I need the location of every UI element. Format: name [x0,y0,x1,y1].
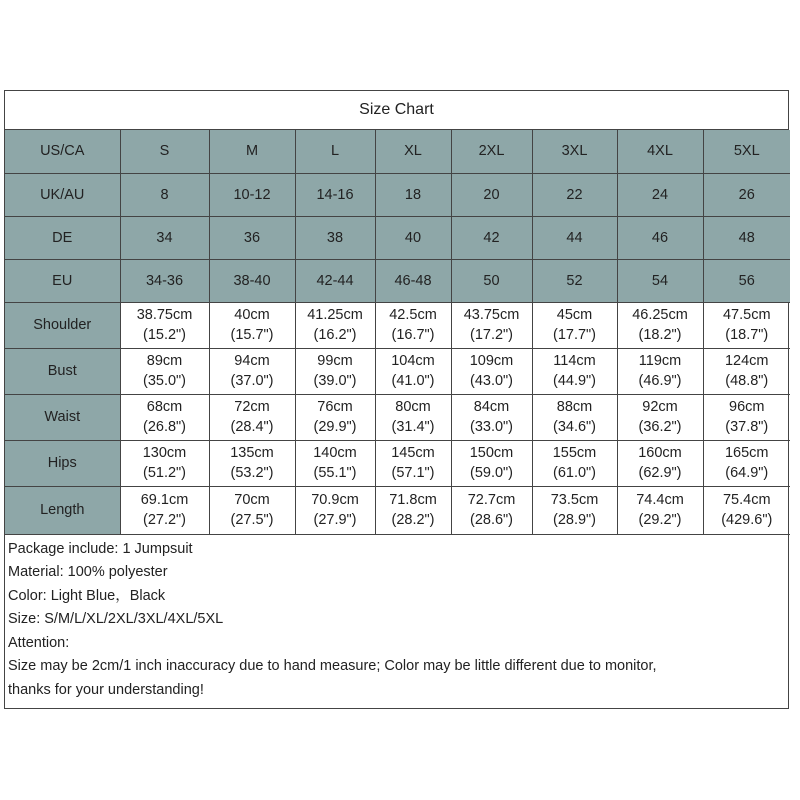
measure-row [5,302,790,348]
measure-cell [120,440,209,486]
measure-cell [120,348,209,394]
measure-cell [451,348,532,394]
size-table [5,130,790,535]
size-cell: 20 [451,173,532,216]
size-cell: 24 [617,173,703,216]
size-row [5,130,790,173]
size-cell: 42 [451,216,532,259]
cm-value: 72cm [234,399,270,415]
cm-value: 69.1cm [140,492,189,508]
cm-value: 40cm [234,307,270,323]
row-label: Bust [5,348,120,394]
inch-value: (17.7") [552,327,597,343]
size-cell: S [120,130,209,173]
measure-row [5,486,790,534]
inch-value: (37.0") [230,373,274,389]
measure-cell [295,348,375,394]
size-cell: M [209,130,295,173]
inch-value: (15.2") [142,327,187,343]
inch-value: (16.7") [391,327,435,343]
cm-value: 70.9cm [311,492,359,508]
inch-value: (53.2") [230,465,274,481]
inch-value: (28.2") [391,512,435,528]
cm-value: 99cm [317,353,353,369]
inch-value: (18.2") [638,327,682,343]
size-cell: 46-48 [375,259,451,302]
inch-value: (29.2") [638,512,682,528]
cm-value: 94cm [234,353,270,369]
size-cell: L [295,130,375,173]
inch-value: (37.8") [725,419,769,435]
row-label: US/CA [5,130,120,173]
measure-cell [703,348,790,394]
inch-value: (35.0") [142,373,187,389]
measure-cell [120,394,209,440]
cm-value: 165cm [724,445,769,461]
cm-value: 88cm [556,399,593,415]
inch-value: (41.0") [391,373,435,389]
cm-value: 47.5cm [722,307,771,323]
note-material: Material: 100% polyester [8,564,168,580]
inch-value: (26.8") [142,419,187,435]
measure-cell [120,302,209,348]
size-chart [4,90,789,709]
measure-cell [295,302,375,348]
inch-value: (44.9") [552,373,597,389]
size-cell: 50 [451,259,532,302]
cm-value: 71.8cm [389,492,437,508]
cm-value: 124cm [724,353,769,369]
note-color: Color: Light Blue，Black [8,587,166,604]
note-accuracy: Size may be 2cm/1 inch inaccuracy due to hand measure; Color may be little different due to monitor, [8,658,657,674]
inch-value: (51.2") [142,465,187,481]
row-label: Length [5,486,120,534]
measure-cell [295,440,375,486]
size-row [5,216,790,259]
note-thanks: thanks for your understanding! [8,681,204,698]
size-cell: 5XL [703,130,790,173]
size-cell: 4XL [617,130,703,173]
size-cell: 40 [375,216,451,259]
measure-cell [375,394,451,440]
row-label: DE [5,216,120,259]
measure-cell [703,394,790,440]
measure-cell [703,302,790,348]
cm-value: 80cm [395,399,431,415]
measure-cell [703,486,790,534]
measure-cell [617,348,703,394]
measure-cell [617,486,703,534]
measure-cell [532,440,617,486]
note-sizes: Size: S/M/L/XL/2XL/3XL/4XL/5XL [8,611,224,627]
size-cell: 34 [120,216,209,259]
size-cell: 44 [532,216,617,259]
cm-value: 109cm [469,353,514,369]
cm-value: 74.4cm [636,492,684,508]
size-cell: 36 [209,216,295,259]
measure-cell [617,302,703,348]
measure-cell [295,486,375,534]
measure-cell [532,394,617,440]
size-cell: 52 [532,259,617,302]
inch-value: (15.7") [230,327,274,343]
size-cell: 54 [617,259,703,302]
measure-cell [617,394,703,440]
row-label: Waist [5,394,120,440]
size-cell: 10-12 [209,173,295,216]
measure-cell [532,348,617,394]
measure-cell [532,486,617,534]
cm-value: 150cm [469,445,514,461]
inch-value: (62.9") [638,465,682,481]
cm-value: 92cm [642,399,678,415]
inch-value: (36.2") [638,419,682,435]
size-cell: 42-44 [295,259,375,302]
cm-value: 145cm [391,445,435,461]
size-cell: 2XL [451,130,532,173]
inch-value: (27.5") [230,512,274,528]
cm-value: 135cm [230,445,274,461]
cm-value: 70cm [234,492,270,508]
measure-cell [209,394,295,440]
inch-value: (39.0") [313,373,357,389]
cm-value: 73.5cm [550,492,599,508]
cm-value: 160cm [638,445,682,461]
cm-value: 89cm [146,353,183,369]
inch-value: (28.6") [469,512,514,528]
measure-cell [295,394,375,440]
measure-cell [532,302,617,348]
measure-row [5,440,790,486]
inch-value: (27.2") [142,512,187,528]
cm-value: 119cm [638,353,682,369]
size-cell: 26 [703,173,790,216]
inch-value: (18.7") [725,327,769,343]
cm-value: 72.7cm [467,492,516,508]
cm-value: 76cm [317,399,353,415]
size-cell: 38 [295,216,375,259]
product-notes [5,535,788,709]
size-cell: 18 [375,173,451,216]
inch-value: (46.9") [638,373,682,389]
measure-cell [375,486,451,534]
row-label: UK/AU [5,173,120,216]
cm-value: 155cm [552,445,597,461]
measure-cell [375,440,451,486]
measure-cell [703,440,790,486]
measure-cell [209,486,295,534]
measure-cell [209,348,295,394]
size-cell: 22 [532,173,617,216]
cm-value: 45cm [556,307,593,323]
cm-value: 96cm [729,399,765,415]
measure-cell [120,486,209,534]
inch-value: (28.4") [230,419,274,435]
inch-value: (31.4") [391,419,435,435]
inch-value: (27.9") [313,512,357,528]
measure-cell [451,394,532,440]
inch-value: (64.9") [725,465,769,481]
measure-cell [375,302,451,348]
cm-value: 130cm [142,445,187,461]
inch-value: (34.6") [552,419,597,435]
inch-value: (61.0") [552,465,597,481]
cm-value: 114cm [553,353,596,369]
size-row [5,173,790,216]
inch-value: (16.2") [313,327,357,343]
cm-value: 46.25cm [632,307,688,323]
size-cell: 14-16 [295,173,375,216]
measure-cell [209,440,295,486]
inch-value: (33.0") [469,419,514,435]
measure-cell [451,440,532,486]
note-package: Package include: 1 Jumpsuit [8,540,193,557]
size-cell: 8 [120,173,209,216]
chart-title: Size Chart [5,91,788,130]
inch-value: (59.0") [469,465,514,481]
cm-value: 42.5cm [389,307,437,323]
size-cell: 56 [703,259,790,302]
inch-value: (55.1") [313,465,357,481]
measure-cell [375,348,451,394]
measure-cell [209,302,295,348]
inch-value: (43.0") [469,373,514,389]
cm-value: 41.25cm [307,307,363,323]
cm-value: 84cm [473,399,510,415]
size-cell: 46 [617,216,703,259]
note-attention: Attention: [8,634,70,651]
cm-value: 140cm [313,445,357,461]
size-cell: XL [375,130,451,173]
size-cell: 34-36 [120,259,209,302]
row-label: Shoulder [5,302,120,348]
row-label: Hips [5,440,120,486]
inch-value: (29.9") [313,419,357,435]
measure-cell [451,302,532,348]
measure-row [5,348,790,394]
size-cell: 3XL [532,130,617,173]
cm-value: 38.75cm [136,307,193,323]
cm-value: 43.75cm [463,307,520,323]
inch-value: (429.6") [721,512,773,528]
cm-value: 104cm [391,353,435,369]
size-row [5,259,790,302]
inch-value: (48.8") [725,373,769,389]
size-cell: 38-40 [209,259,295,302]
measure-cell [617,440,703,486]
measure-cell [451,486,532,534]
inch-value: (28.9") [552,512,597,528]
size-cell: 48 [703,216,790,259]
cm-value: 75.4cm [722,492,771,508]
inch-value: (57.1") [391,465,435,481]
inch-value: (17.2") [469,327,514,343]
cm-value: 68cm [146,399,183,415]
row-label: EU [5,259,120,302]
measure-row [5,394,790,440]
